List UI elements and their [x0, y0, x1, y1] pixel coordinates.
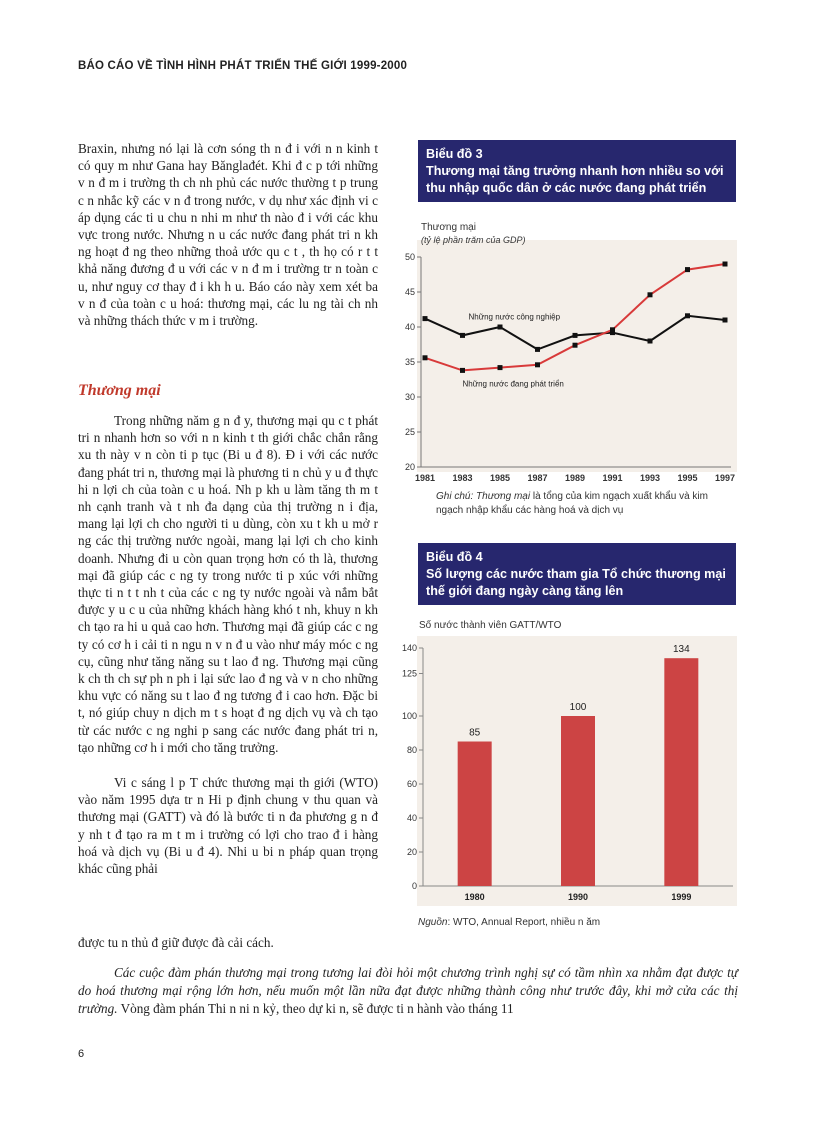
bottom-paragraph — [78, 964, 738, 1018]
chart3-series-label: Những nước đang phát triển — [462, 379, 564, 389]
bottom-italic-text: Các cuộc đàm phán thương mại trong tương lai đòi hỏi một chương trình nghị sự có tầm nhìn xa nhằm đạt được tự do hoá thương mại rộng lớn hơn, nếu muốn một lần nữa đạt được những thành công như trước đây, khi mở cửa các thị trường. — [78, 965, 738, 1016]
chart3-y-tick-label: 35 — [404, 357, 415, 367]
chart4-source-text: : WTO, Annual Report, nhiều n ăm — [447, 917, 601, 928]
chart4-value-label: 100 — [569, 702, 587, 713]
chart3-number: Biểu đồ 3 — [426, 147, 483, 161]
chart3-title: Thương mại tăng trưởng nhanh hơn nhiều so với thu nhập quốc dân ở các nước đang phát triển — [426, 164, 724, 195]
chart4-y-tick-label: 80 — [406, 745, 417, 755]
page-number: 6 — [78, 1048, 85, 1060]
chart3-y-tick-label: 50 — [404, 252, 415, 262]
chart3-data-point — [573, 333, 578, 338]
chart3-data-point — [498, 365, 503, 370]
chart3-y-tick-label: 30 — [404, 392, 415, 402]
chart4-y-tick-label: 100 — [401, 711, 417, 721]
chart3-x-tick-label: 1981 — [414, 473, 436, 483]
chart4-category-label: 1980 — [464, 892, 485, 902]
chart4-y-tick-label: 60 — [406, 779, 417, 789]
chart3-data-point — [460, 368, 465, 373]
chart3-x-tick-label: 1991 — [602, 473, 623, 483]
chart3-x-tick-label: 1985 — [489, 473, 511, 483]
chart3-x-tick-label: 1997 — [714, 473, 736, 483]
chart4-number: Biểu đồ 4 — [426, 550, 483, 564]
paragraph-1: Braxin, nhưng nó lại là cơn sóng th n đ i với n n kinh t có quy m như Gana hay Bănglađét. Khi đ c p tới những v n đ m i trường th ch nh phủ các nước thường t p trung c n nhắc kỹ các v n đ trong nước, v dụ như xác định vi c áp dụng các ti u chu n nhi m như th nào đ i với các khu vực trong nước. Nhưng n u các nước đang phát tri n kh ng hoạt đ ng theo những thoả ước qu c t , th họ có r t t khả năng đương đ u với các v n đ m i trường tr n toàn c u, như nguy cơ thay đ i kh h u. Báo cáo này xem xét ba v n đ của toàn c u hoá: thương mại, các lu ng tài ch nh và những thách thức v m i trường. — [78, 141, 378, 329]
chart4-category-label: 1999 — [671, 892, 692, 902]
chart3-x-tick-label: 1995 — [677, 473, 698, 483]
line-chart — [395, 215, 740, 495]
chart3-ylabel-sub: (tỷ lệ phần trăm của GDP) — [421, 235, 526, 245]
chart4-value-label: 134 — [672, 644, 690, 656]
paragraph-3: Vi c sáng l p T chức thương mại th giới (WTO) vào năm 1995 dựa tr n Hi p định chung v thu quan và thương mại (GATT) và đó là bước ti n đa phương g n đ y nh t đ tạo ra m t m i trường có lợi cho trao đ i hàng hoá và dịch vụ (Bi u đ 4). Nhi u bi n pháp quan trọng khác cũng phải — [78, 775, 378, 877]
chart3-x-tick-label: 1989 — [564, 473, 586, 483]
chart3-caption-label: Ghi chú: Thương mại — [436, 491, 531, 502]
chart3-title-box — [418, 140, 736, 202]
chart3-y-tick-label: 40 — [404, 322, 415, 332]
chart3-data-point — [423, 316, 428, 321]
chart3-data-point — [685, 267, 690, 272]
chart3-data-point — [685, 313, 690, 318]
bottom-normal-text: Vòng đàm phán Thi n ni n kỷ, theo dự ki n, sẽ được ti n hành vào tháng 11 — [120, 1001, 514, 1016]
chart4-y-tick-label: 40 — [406, 813, 417, 823]
chart4-source-label: Nguồn — [418, 917, 448, 928]
chart3-x-tick-label: 1993 — [639, 473, 661, 483]
chart3-y-tick-label: 45 — [404, 287, 415, 297]
chart3-data-point — [648, 292, 653, 297]
chart3-caption-text: là tổng của kim ngạch xuất khẩu và kim ngạch nhập khẩu các hàng hoá và dịch vụ — [436, 491, 708, 516]
chart3-ylabel: Thương mại — [421, 222, 476, 233]
chart3-x-tick-label: 1983 — [452, 473, 473, 483]
paragraph-2: Trong những năm g n đ y, thương mại qu c t phát tri n nhanh hơn so với n n kinh t th giới chắc chắn rằng xu th này v n còn ti p tục (Bi u đ 8). Đ i với các nước đang phát tri n, thương mại là phương ti n chủ y u đ thực hi n lợi ch của toàn c u hoá. Nh p kh u làm tăng th m t nh cạnh tranh và t nh đa dạng của thị trường n i địa, mang lại lợi ch cho người ti u dùng, còn xu t kh u mở r ng các thị trường nước ngoài, mang lại lợi ch cho kinh doanh. Nhưng đi u còn quan trọng hơn có th là, thương mại đã giúp các c ng ty trong nước ti p xúc với những thực ti n t t nh t của các c ng ty nước ngoài và nắm bắt được y u c u của những khách hàng khó t nh, khuy n kh ch tạo ra hi u quả cao hơn. Thương mại đã giúp các c ng ty có cơ h i cải ti n ngu n v n đ u vào như máy móc c ng cụ, cũng như tăng năng su t lao đ ng. Thương mại cũng k ch th ch sự ph n ph i lại sức lao đ ng và v n cho những khu vực có năng su t lao đ ng tương đ i cao hơn. Đặc bi t, nó giúp chuy n dịch m t s hoạt đ ng dịch vụ và ch tạo từ các nước c ng nghi p sang các nước đang phát tri n, tạo những cơ h i mới cho tăng trưởng. — [78, 413, 378, 755]
chart3-data-point — [535, 362, 540, 367]
chart3-data-point — [423, 355, 428, 360]
chart4-bar — [664, 658, 698, 886]
left-column-top — [78, 140, 378, 329]
chart3-data-point — [535, 347, 540, 352]
chart3-data-point — [610, 327, 615, 332]
chart4-y-tick-label: 0 — [411, 881, 417, 891]
chart3-series-label: Những nước công nghiệp — [468, 312, 561, 322]
chart4-ylabel: Số nước thành viên GATT/WTO — [419, 620, 562, 631]
chart3-x-tick-label: 1987 — [527, 473, 548, 483]
chart4-title: Số lượng các nước tham gia Tổ chức thương mại thế giới đang ngày càng tăng lên — [426, 567, 726, 598]
chart4-title-box — [418, 543, 736, 605]
section-title: Thương mại — [78, 382, 161, 399]
chart3-data-point — [723, 318, 728, 323]
page-header: BÁO CÁO VỀ TÌNH HÌNH PHÁT TRIỂN THẾ GIỚI 1999-2000 — [78, 60, 408, 72]
chart3-data-point — [573, 343, 578, 348]
chart3-background — [417, 240, 737, 472]
chart4-source — [418, 916, 738, 930]
bar-chart — [395, 616, 740, 906]
chart4-y-tick-label: 20 — [406, 847, 417, 857]
chart3-caption — [436, 490, 736, 518]
chart3-y-tick-label: 25 — [404, 427, 415, 437]
chart3-data-point — [723, 262, 728, 267]
chart4-bar — [458, 742, 492, 887]
chart3-data-point — [648, 339, 653, 344]
chart4-bar — [561, 716, 595, 886]
chart3-y-tick-label: 20 — [404, 462, 415, 472]
chart3-data-point — [460, 333, 465, 338]
left-column-main — [78, 412, 378, 877]
paragraph-3-tail: được tu n thủ đ giữ được đà cải cách. — [78, 935, 274, 950]
chart4-y-tick-label: 140 — [401, 643, 417, 653]
chart4-category-label: 1990 — [567, 892, 589, 902]
chart4-y-tick-label: 125 — [401, 668, 417, 679]
chart4-value-label: 85 — [469, 727, 481, 739]
chart3-data-point — [498, 325, 503, 330]
